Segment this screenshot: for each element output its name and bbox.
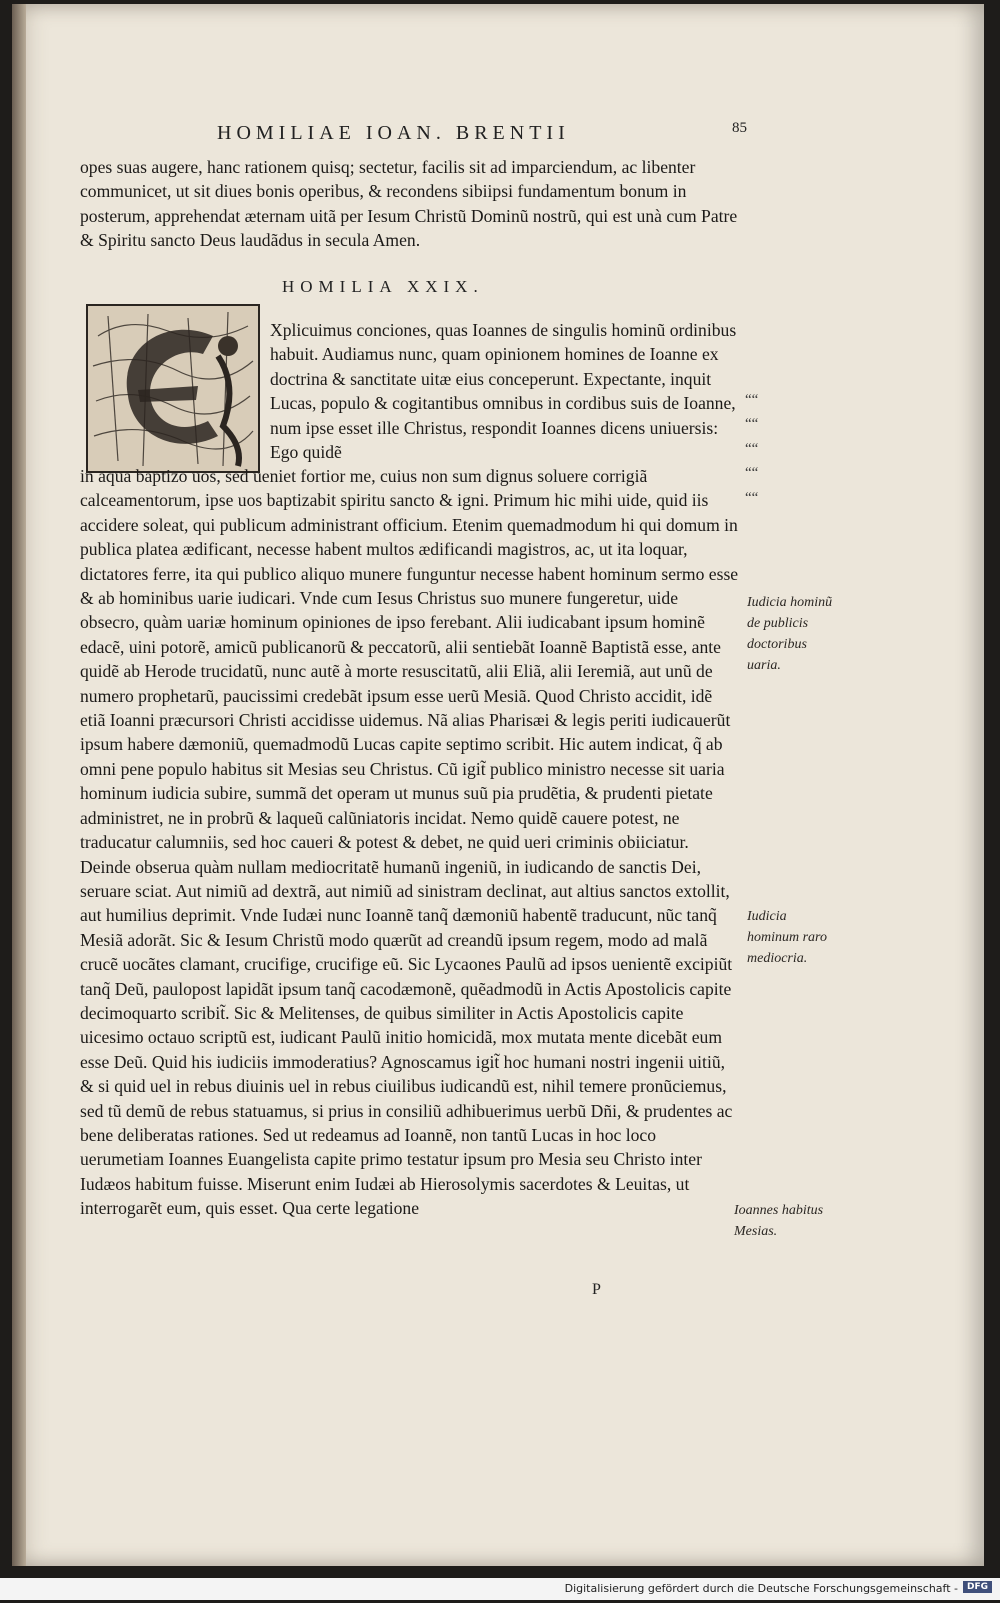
book-page bbox=[12, 4, 984, 1566]
page-number: 85 bbox=[732, 120, 747, 136]
signature-mark: P bbox=[592, 1281, 601, 1298]
quotation-marks-column bbox=[745, 388, 775, 510]
quote-mark: ““ bbox=[745, 489, 759, 506]
quote-mark: ““ bbox=[745, 416, 759, 433]
marginal-note-2: Iudicia hominum raro mediocria. bbox=[747, 909, 827, 966]
footer-credit: Digitalisierung gefördert durch die Deutsche Forschungsgemeinschaft - bbox=[564, 1582, 958, 1595]
marginal-note-3: Ioannes habitus Mesias. bbox=[734, 1203, 824, 1239]
quote-mark: ““ bbox=[745, 392, 759, 408]
digitization-footer bbox=[0, 1578, 1000, 1600]
running-title: HOMILIAE IOAN. BRENTII bbox=[217, 122, 570, 144]
woodcut-initial-icon bbox=[88, 306, 258, 471]
paragraph-1: opes suas augere, hanc rationem quisq; sectetur, facilis sit ad imparciendum, ac libenter communicet, ut sit diues bonis operibus, & recondens sibiipsi fundamentum bonum in posterum, apprehendat æternam uitã per Iesum Christũ Dominũ nostrũ, qui est unà cum Patre & Spiritu sancto Deus laudãdus in secula Amen. bbox=[80, 157, 738, 251]
book-spine bbox=[12, 4, 26, 1566]
dfg-logo: DFG bbox=[963, 1581, 992, 1593]
homily-title: HOMILIA XXIX. bbox=[282, 277, 484, 296]
marginal-note-1: Iudicia hominũ de publicis doctoribus uaria. bbox=[747, 595, 833, 673]
quote-mark: ““ bbox=[745, 465, 759, 482]
paragraph-2-opening: Xplicuimus conciones, quas Ioannes de singulis hominũ ordinibus habuit. Audiamus nunc, quam opinionem homines de Ioanne ex doctrina & sanctitate uitæ eius conceperunt. Expectante, inquit Lucas, populo & cogitantibus omnibus in cordibus suis de Ioanne, num ipse esset ille Christus, respondit Ioannes dicens uniuersis: Ego quidẽ bbox=[270, 320, 737, 463]
quote-mark: ““ bbox=[745, 440, 759, 457]
decorated-initial-e bbox=[86, 304, 260, 473]
paragraph-2-body: in aqua baptizo uos, sed ueniet fortior me, cuius non sum dignus soluere corrigiã calceamentorum, ipse uos baptizabit spiritu sancto & igni. Primum hic mihi uide, quid iis accidere soleat, qui publicum administrant officium. Etenim quemadmodum hi qui domum in publica platea ædificant, necesse habent multos ædificandi magistros, ac, ut ita loquar, dictatores ferre, ita qui publico aliquo munere funguntur necesse habent hominum sermo esse & ab hominibus uarie iudicari. Vnde cum Iesus Christus suo munere fungeretur, uide obsecro, quàm uariæ hominum opiniones de ipso ferebant. Alii iudicabant ipsum hominẽ edacẽ, uini potorẽ, amicũ publicanorũ & peccatorũ, alii sentiebãt Ioannẽ Baptistã esse, ante quidẽ ab Herode trucidatũ, nunc autẽ à morte resuscitatũ, alii Eliã, alii Ieremiã, aut unũ de numero prophetarũ, paucissimi credebãt ipsum esse uerũ Mesiã. Quod Christo accidit, idẽ etiã Ioanni præcursori Christi accidisse uidemus. Nã alias Pharisæi & legis periti iudicauerũt ipsum habere dæmoniũ, quemadmodũ Lucas capite septimo scribit. Hic autem indicat, q̃ ab omni pene populo habitus sit Mesias seu Christus. Cũ igit̃ publico ministro necesse sit uaria hominum iudicia subire, summã det operam ut munus suũ pia prudẽtia, & prudenti pietate administret, ne in probrũ & laqueũ calũniatoris incidat. Nemo quidẽ cauere potest, ne traducatur calumniis, sed hoc caueri & potest & debet, ne quid ueri criminis obiiciatur. Deinde obserua quàm nullam mediocritatẽ humanũ ingeniũ, in iudicando de sanctis Dei, seruare sciat. Aut nimiũ ad dextrã, aut nimiũ ad sinistram declinat, aut altius sanctos extollit, aut humilius deprimit. Vnde Iudæi nunc Ioannẽ tanq̃ dæmoniũ habentẽ traducunt, nũc tanq̃ Mesiã adorãt. Sic & Iesum Christũ modo quærũt ad creandũ ipsum regem, modo ad malã crucẽ uocãtes clamant, crucifige, crucifige eũ. Sic Lycaones Paulũ ad ipsos uenientẽ excipiũt tanq̃ Deũ, paulopost lapidãt ipsum tanq̃ cacodæmonẽ, quẽadmodũ in Actis Apostolicis capite decimoquarto scribit̃. Sic & Melitenses, de quibus similiter in Actis Apostolicis capite uicesimo octauo scriptũ est, iudicant Paulũ initio homicidã, mox mutata mente dicebãt eum esse Deũ. Quid his iudiciis immoderatius? Agnoscamus igit̃ hoc humani nostri ingenii uitiũ, & si quid uel in rebus diuinis uel in rebus ciuilibus iudicandũ est, nihil temere pronũciemus, sed tũ demũ de rebus statuamus, si prius in consiliũ adhibuerimus uerbũ Dñi, & prudentes ac bene deliberatas rationes. Sed ut redeamus ad Ioannẽ, non tantũ Lucas in hoc loco uerumetiam Ioannes Euangelista capite primo testatur ipsum pro Mesia seu Christo inter Iudæos habitum fuisse. Miserunt enim Iudæi ab Hierosolymis sacerdotes & Leuitas, ut interrogarẽt eum, quis esset. Qua certe legatione bbox=[80, 466, 739, 1219]
